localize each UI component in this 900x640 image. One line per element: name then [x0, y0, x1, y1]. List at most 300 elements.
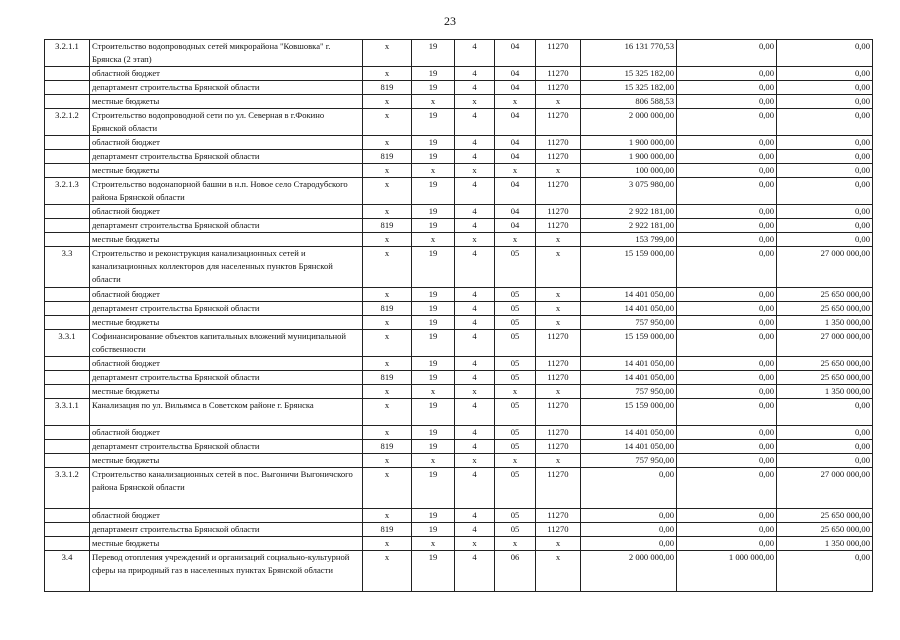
col-article: 04 [495, 67, 536, 81]
amount-year-2: 0,00 [677, 371, 777, 385]
amount-year-2: 0,00 [677, 316, 777, 330]
row-name: департамент строительства Брянской области [90, 440, 363, 454]
amount-year-2: 0,00 [677, 399, 777, 426]
col-code: х [363, 385, 412, 399]
col-target: 11270 [536, 509, 581, 523]
col-subsection: 4 [455, 371, 495, 385]
row-number: 3.4 [45, 551, 90, 592]
col-target: 11270 [536, 523, 581, 537]
col-article: 04 [495, 178, 536, 205]
amount-year-2: 0,00 [677, 136, 777, 150]
row-number [45, 164, 90, 178]
table-row [45, 371, 873, 385]
col-target: х [536, 288, 581, 302]
col-code: х [363, 67, 412, 81]
amount-year-3: 0,00 [777, 205, 873, 219]
page-number: 23 [444, 14, 456, 28]
col-code: х [363, 468, 412, 509]
amount-year-1: 153 799,00 [581, 233, 677, 247]
col-code: х [363, 537, 412, 551]
col-article: 05 [495, 440, 536, 454]
table-row [45, 178, 873, 205]
col-code: 819 [363, 371, 412, 385]
table-body [45, 40, 873, 592]
amount-year-1: 16 131 770,53 [581, 40, 677, 67]
row-name: департамент строительства Брянской области [90, 150, 363, 164]
amount-year-3: 25 650 000,00 [777, 357, 873, 371]
col-article: 04 [495, 219, 536, 233]
row-name: департамент строительства Брянской области [90, 523, 363, 537]
amount-year-3: 1 350 000,00 [777, 385, 873, 399]
col-article: 04 [495, 150, 536, 164]
col-subsection: 4 [455, 67, 495, 81]
amount-year-2: 0,00 [677, 109, 777, 136]
col-subsection: х [455, 233, 495, 247]
row-number: 3.3.1.1 [45, 399, 90, 426]
table-row [45, 40, 873, 67]
col-section: 19 [412, 178, 455, 205]
row-number [45, 454, 90, 468]
table-row [45, 95, 873, 109]
col-section: х [412, 454, 455, 468]
row-number: 3.2.1.3 [45, 178, 90, 205]
amount-year-3: 0,00 [777, 40, 873, 67]
row-number [45, 81, 90, 95]
table-row [45, 109, 873, 136]
amount-year-3: 0,00 [777, 399, 873, 426]
row-number: 3.3.1.2 [45, 468, 90, 509]
col-code: 819 [363, 150, 412, 164]
col-code: х [363, 205, 412, 219]
col-section: 19 [412, 330, 455, 357]
row-number [45, 136, 90, 150]
amount-year-1: 14 401 050,00 [581, 302, 677, 316]
row-name: департамент строительства Брянской области [90, 371, 363, 385]
col-article: 05 [495, 316, 536, 330]
row-name: Строительство и реконструкция канализационных сетей и канализационных коллекторов для населенных пунктов Брянской области [90, 247, 363, 288]
col-section: х [412, 385, 455, 399]
amount-year-1: 2 000 000,00 [581, 109, 677, 136]
col-article: 04 [495, 109, 536, 136]
col-section: 19 [412, 219, 455, 233]
col-target: 11270 [536, 81, 581, 95]
budget-table [44, 39, 873, 592]
col-subsection: 4 [455, 399, 495, 426]
row-name: областной бюджет [90, 205, 363, 219]
row-number [45, 219, 90, 233]
row-name: департамент строительства Брянской области [90, 81, 363, 95]
amount-year-1: 0,00 [581, 468, 677, 509]
col-subsection: х [455, 454, 495, 468]
col-subsection: х [455, 537, 495, 551]
amount-year-1: 14 401 050,00 [581, 357, 677, 371]
amount-year-3: 0,00 [777, 109, 873, 136]
row-name: департамент строительства Брянской области [90, 219, 363, 233]
amount-year-3: 27 000 000,00 [777, 247, 873, 288]
col-code: х [363, 454, 412, 468]
table-row [45, 440, 873, 454]
col-target: 11270 [536, 219, 581, 233]
col-code: х [363, 551, 412, 592]
amount-year-2: 0,00 [677, 357, 777, 371]
row-number [45, 205, 90, 219]
amount-year-1: 14 401 050,00 [581, 371, 677, 385]
col-code: х [363, 178, 412, 205]
table-row [45, 426, 873, 440]
amount-year-1: 15 159 000,00 [581, 247, 677, 288]
col-target: 11270 [536, 109, 581, 136]
row-number [45, 537, 90, 551]
amount-year-2: 0,00 [677, 81, 777, 95]
col-code: х [363, 136, 412, 150]
col-article: 04 [495, 81, 536, 95]
amount-year-3: 25 650 000,00 [777, 288, 873, 302]
row-number [45, 509, 90, 523]
col-section: 19 [412, 81, 455, 95]
row-name: областной бюджет [90, 288, 363, 302]
amount-year-3: 0,00 [777, 81, 873, 95]
amount-year-1: 0,00 [581, 523, 677, 537]
col-article: 05 [495, 247, 536, 288]
col-article: 05 [495, 330, 536, 357]
col-section: 19 [412, 247, 455, 288]
amount-year-1: 2 000 000,00 [581, 551, 677, 592]
col-target: 11270 [536, 136, 581, 150]
amount-year-2: 0,00 [677, 233, 777, 247]
col-section: х [412, 95, 455, 109]
row-number [45, 385, 90, 399]
amount-year-3: 25 650 000,00 [777, 509, 873, 523]
col-subsection: 4 [455, 302, 495, 316]
row-number [45, 233, 90, 247]
col-article: х [495, 537, 536, 551]
amount-year-2: 0,00 [677, 178, 777, 205]
col-section: 19 [412, 440, 455, 454]
row-name: местные бюджеты [90, 385, 363, 399]
table-row [45, 551, 873, 592]
col-code: х [363, 247, 412, 288]
col-article: 05 [495, 399, 536, 426]
col-subsection: 4 [455, 551, 495, 592]
amount-year-1: 15 325 182,00 [581, 67, 677, 81]
table-row [45, 302, 873, 316]
row-number [45, 150, 90, 164]
amount-year-2: 0,00 [677, 454, 777, 468]
col-section: 19 [412, 523, 455, 537]
col-subsection: 4 [455, 81, 495, 95]
row-number [45, 67, 90, 81]
col-section: х [412, 537, 455, 551]
row-number [45, 357, 90, 371]
col-code: х [363, 40, 412, 67]
col-target: 11270 [536, 330, 581, 357]
amount-year-1: 757 950,00 [581, 316, 677, 330]
col-section: 19 [412, 205, 455, 219]
amount-year-3: 27 000 000,00 [777, 330, 873, 357]
col-article: х [495, 164, 536, 178]
amount-year-1: 15 159 000,00 [581, 330, 677, 357]
col-target: 11270 [536, 399, 581, 426]
col-subsection: 4 [455, 316, 495, 330]
amount-year-1: 757 950,00 [581, 385, 677, 399]
amount-year-1: 0,00 [581, 509, 677, 523]
col-target: х [536, 95, 581, 109]
col-subsection: х [455, 95, 495, 109]
row-name: областной бюджет [90, 136, 363, 150]
amount-year-3: 0,00 [777, 454, 873, 468]
row-name: областной бюджет [90, 67, 363, 81]
amount-year-1: 15 159 000,00 [581, 399, 677, 426]
col-article: 04 [495, 205, 536, 219]
amount-year-3: 1 350 000,00 [777, 537, 873, 551]
table-row [45, 399, 873, 426]
amount-year-1: 3 075 980,00 [581, 178, 677, 205]
amount-year-2: 0,00 [677, 330, 777, 357]
row-name: областной бюджет [90, 509, 363, 523]
col-target: х [536, 385, 581, 399]
col-code: х [363, 509, 412, 523]
row-name: департамент строительства Брянской области [90, 302, 363, 316]
table-row [45, 509, 873, 523]
col-section: 19 [412, 468, 455, 509]
table-row [45, 454, 873, 468]
table-row [45, 67, 873, 81]
col-section: 19 [412, 288, 455, 302]
amount-year-1: 1 900 000,00 [581, 136, 677, 150]
row-number [45, 302, 90, 316]
row-name: областной бюджет [90, 357, 363, 371]
row-name: местные бюджеты [90, 454, 363, 468]
row-number [45, 523, 90, 537]
table-row [45, 288, 873, 302]
row-name: Перевод отопления учреждений и организаций социально-культурной сферы на природный газ в населенных пунктах Брянской области [90, 551, 363, 592]
col-code: 819 [363, 219, 412, 233]
col-code: х [363, 399, 412, 426]
col-subsection: 4 [455, 150, 495, 164]
table-row [45, 330, 873, 357]
row-number [45, 440, 90, 454]
col-target: х [536, 164, 581, 178]
col-article: 04 [495, 136, 536, 150]
row-name: Строительство канализационных сетей в пос. Выгоничи Выгоничского района Брянской области [90, 468, 363, 509]
row-name: Софинансирование объектов капитальных вложений муниципальной собственности [90, 330, 363, 357]
col-section: 19 [412, 357, 455, 371]
amount-year-3: 0,00 [777, 178, 873, 205]
amount-year-1: 1 900 000,00 [581, 150, 677, 164]
amount-year-2: 0,00 [677, 219, 777, 233]
col-article: х [495, 233, 536, 247]
col-subsection: 4 [455, 468, 495, 509]
amount-year-2: 0,00 [677, 426, 777, 440]
col-target: х [536, 537, 581, 551]
col-target: 11270 [536, 150, 581, 164]
col-code: х [363, 330, 412, 357]
amount-year-1: 0,00 [581, 537, 677, 551]
amount-year-2: 0,00 [677, 288, 777, 302]
col-article: 04 [495, 40, 536, 67]
col-subsection: 4 [455, 247, 495, 288]
amount-year-3: 25 650 000,00 [777, 523, 873, 537]
col-subsection: 4 [455, 219, 495, 233]
col-target: 11270 [536, 357, 581, 371]
amount-year-3: 0,00 [777, 440, 873, 454]
table-row [45, 205, 873, 219]
amount-year-3: 0,00 [777, 233, 873, 247]
col-code: х [363, 426, 412, 440]
table-row [45, 468, 873, 509]
col-subsection: 4 [455, 426, 495, 440]
col-code: 819 [363, 523, 412, 537]
col-target: 11270 [536, 468, 581, 509]
col-article: 05 [495, 509, 536, 523]
col-subsection: 4 [455, 178, 495, 205]
row-name: местные бюджеты [90, 537, 363, 551]
table-row [45, 523, 873, 537]
col-article: 06 [495, 551, 536, 592]
amount-year-3: 25 650 000,00 [777, 371, 873, 385]
col-subsection: 4 [455, 357, 495, 371]
table-row [45, 219, 873, 233]
col-article: 05 [495, 523, 536, 537]
col-subsection: 4 [455, 109, 495, 136]
col-section: 19 [412, 509, 455, 523]
col-subsection: 4 [455, 40, 495, 67]
col-target: 11270 [536, 40, 581, 67]
row-name: местные бюджеты [90, 95, 363, 109]
amount-year-3: 0,00 [777, 150, 873, 164]
col-article: 05 [495, 302, 536, 316]
col-target: х [536, 233, 581, 247]
amount-year-1: 2 922 181,00 [581, 219, 677, 233]
col-article: 05 [495, 371, 536, 385]
amount-year-3: 0,00 [777, 67, 873, 81]
table-row [45, 150, 873, 164]
col-subsection: х [455, 164, 495, 178]
amount-year-2: 0,00 [677, 509, 777, 523]
row-number [45, 426, 90, 440]
amount-year-2: 0,00 [677, 205, 777, 219]
amount-year-2: 0,00 [677, 95, 777, 109]
col-article: 05 [495, 288, 536, 302]
row-name: Канализация по ул. Вильямса в Советском районе г. Брянска [90, 399, 363, 426]
col-code: х [363, 164, 412, 178]
table-row [45, 164, 873, 178]
row-number: 3.2.1.2 [45, 109, 90, 136]
col-section: 19 [412, 150, 455, 164]
col-target: 11270 [536, 205, 581, 219]
col-section: 19 [412, 109, 455, 136]
table-row [45, 316, 873, 330]
col-code: 819 [363, 440, 412, 454]
col-target: х [536, 247, 581, 288]
col-target: 11270 [536, 371, 581, 385]
col-target: 11270 [536, 440, 581, 454]
amount-year-2: 1 000 000,00 [677, 551, 777, 592]
amount-year-1: 757 950,00 [581, 454, 677, 468]
col-subsection: 4 [455, 523, 495, 537]
amount-year-1: 2 922 181,00 [581, 205, 677, 219]
col-section: 19 [412, 399, 455, 426]
col-code: х [363, 233, 412, 247]
table-row [45, 233, 873, 247]
col-article: 05 [495, 357, 536, 371]
amount-year-1: 100 000,00 [581, 164, 677, 178]
amount-year-3: 0,00 [777, 164, 873, 178]
col-target: 11270 [536, 67, 581, 81]
row-number: 3.2.1.1 [45, 40, 90, 67]
col-target: 11270 [536, 178, 581, 205]
col-subsection: 4 [455, 205, 495, 219]
col-article: 05 [495, 426, 536, 440]
col-code: х [363, 357, 412, 371]
col-section: 19 [412, 40, 455, 67]
col-subsection: х [455, 385, 495, 399]
amount-year-3: 27 000 000,00 [777, 468, 873, 509]
col-article: х [495, 454, 536, 468]
table-row [45, 136, 873, 150]
col-code: х [363, 109, 412, 136]
row-number [45, 316, 90, 330]
row-number: 3.3.1 [45, 330, 90, 357]
col-section: х [412, 164, 455, 178]
amount-year-2: 0,00 [677, 468, 777, 509]
amount-year-2: 0,00 [677, 440, 777, 454]
col-section: 19 [412, 371, 455, 385]
amount-year-3: 0,00 [777, 551, 873, 592]
amount-year-2: 0,00 [677, 40, 777, 67]
amount-year-3: 25 650 000,00 [777, 302, 873, 316]
col-section: 19 [412, 67, 455, 81]
row-name: местные бюджеты [90, 233, 363, 247]
amount-year-1: 14 401 050,00 [581, 426, 677, 440]
col-subsection: 4 [455, 330, 495, 357]
row-name: областной бюджет [90, 426, 363, 440]
col-subsection: 4 [455, 440, 495, 454]
table-row [45, 247, 873, 288]
table-row [45, 357, 873, 371]
col-section: х [412, 233, 455, 247]
table-row [45, 385, 873, 399]
col-code: х [363, 316, 412, 330]
amount-year-3: 0,00 [777, 95, 873, 109]
amount-year-3: 0,00 [777, 136, 873, 150]
row-name: Строительство водопроводной сети по ул. Северная в г.Фокино Брянской области [90, 109, 363, 136]
row-name: местные бюджеты [90, 316, 363, 330]
amount-year-1: 14 401 050,00 [581, 440, 677, 454]
amount-year-3: 0,00 [777, 426, 873, 440]
amount-year-2: 0,00 [677, 67, 777, 81]
table-row [45, 537, 873, 551]
amount-year-3: 1 350 000,00 [777, 316, 873, 330]
amount-year-3: 0,00 [777, 219, 873, 233]
col-target: х [536, 316, 581, 330]
row-number: 3.3 [45, 247, 90, 288]
row-number [45, 95, 90, 109]
col-code: 819 [363, 81, 412, 95]
row-name: Строительство водопроводных сетей микрорайона "Ковшовка" г. Брянска (2 этап) [90, 40, 363, 67]
col-article: 05 [495, 468, 536, 509]
amount-year-1: 15 325 182,00 [581, 81, 677, 95]
col-code: 819 [363, 302, 412, 316]
col-subsection: 4 [455, 509, 495, 523]
amount-year-2: 0,00 [677, 302, 777, 316]
col-subsection: 4 [455, 136, 495, 150]
col-code: х [363, 95, 412, 109]
col-section: 19 [412, 316, 455, 330]
col-article: х [495, 95, 536, 109]
col-section: 19 [412, 302, 455, 316]
amount-year-1: 806 588,53 [581, 95, 677, 109]
